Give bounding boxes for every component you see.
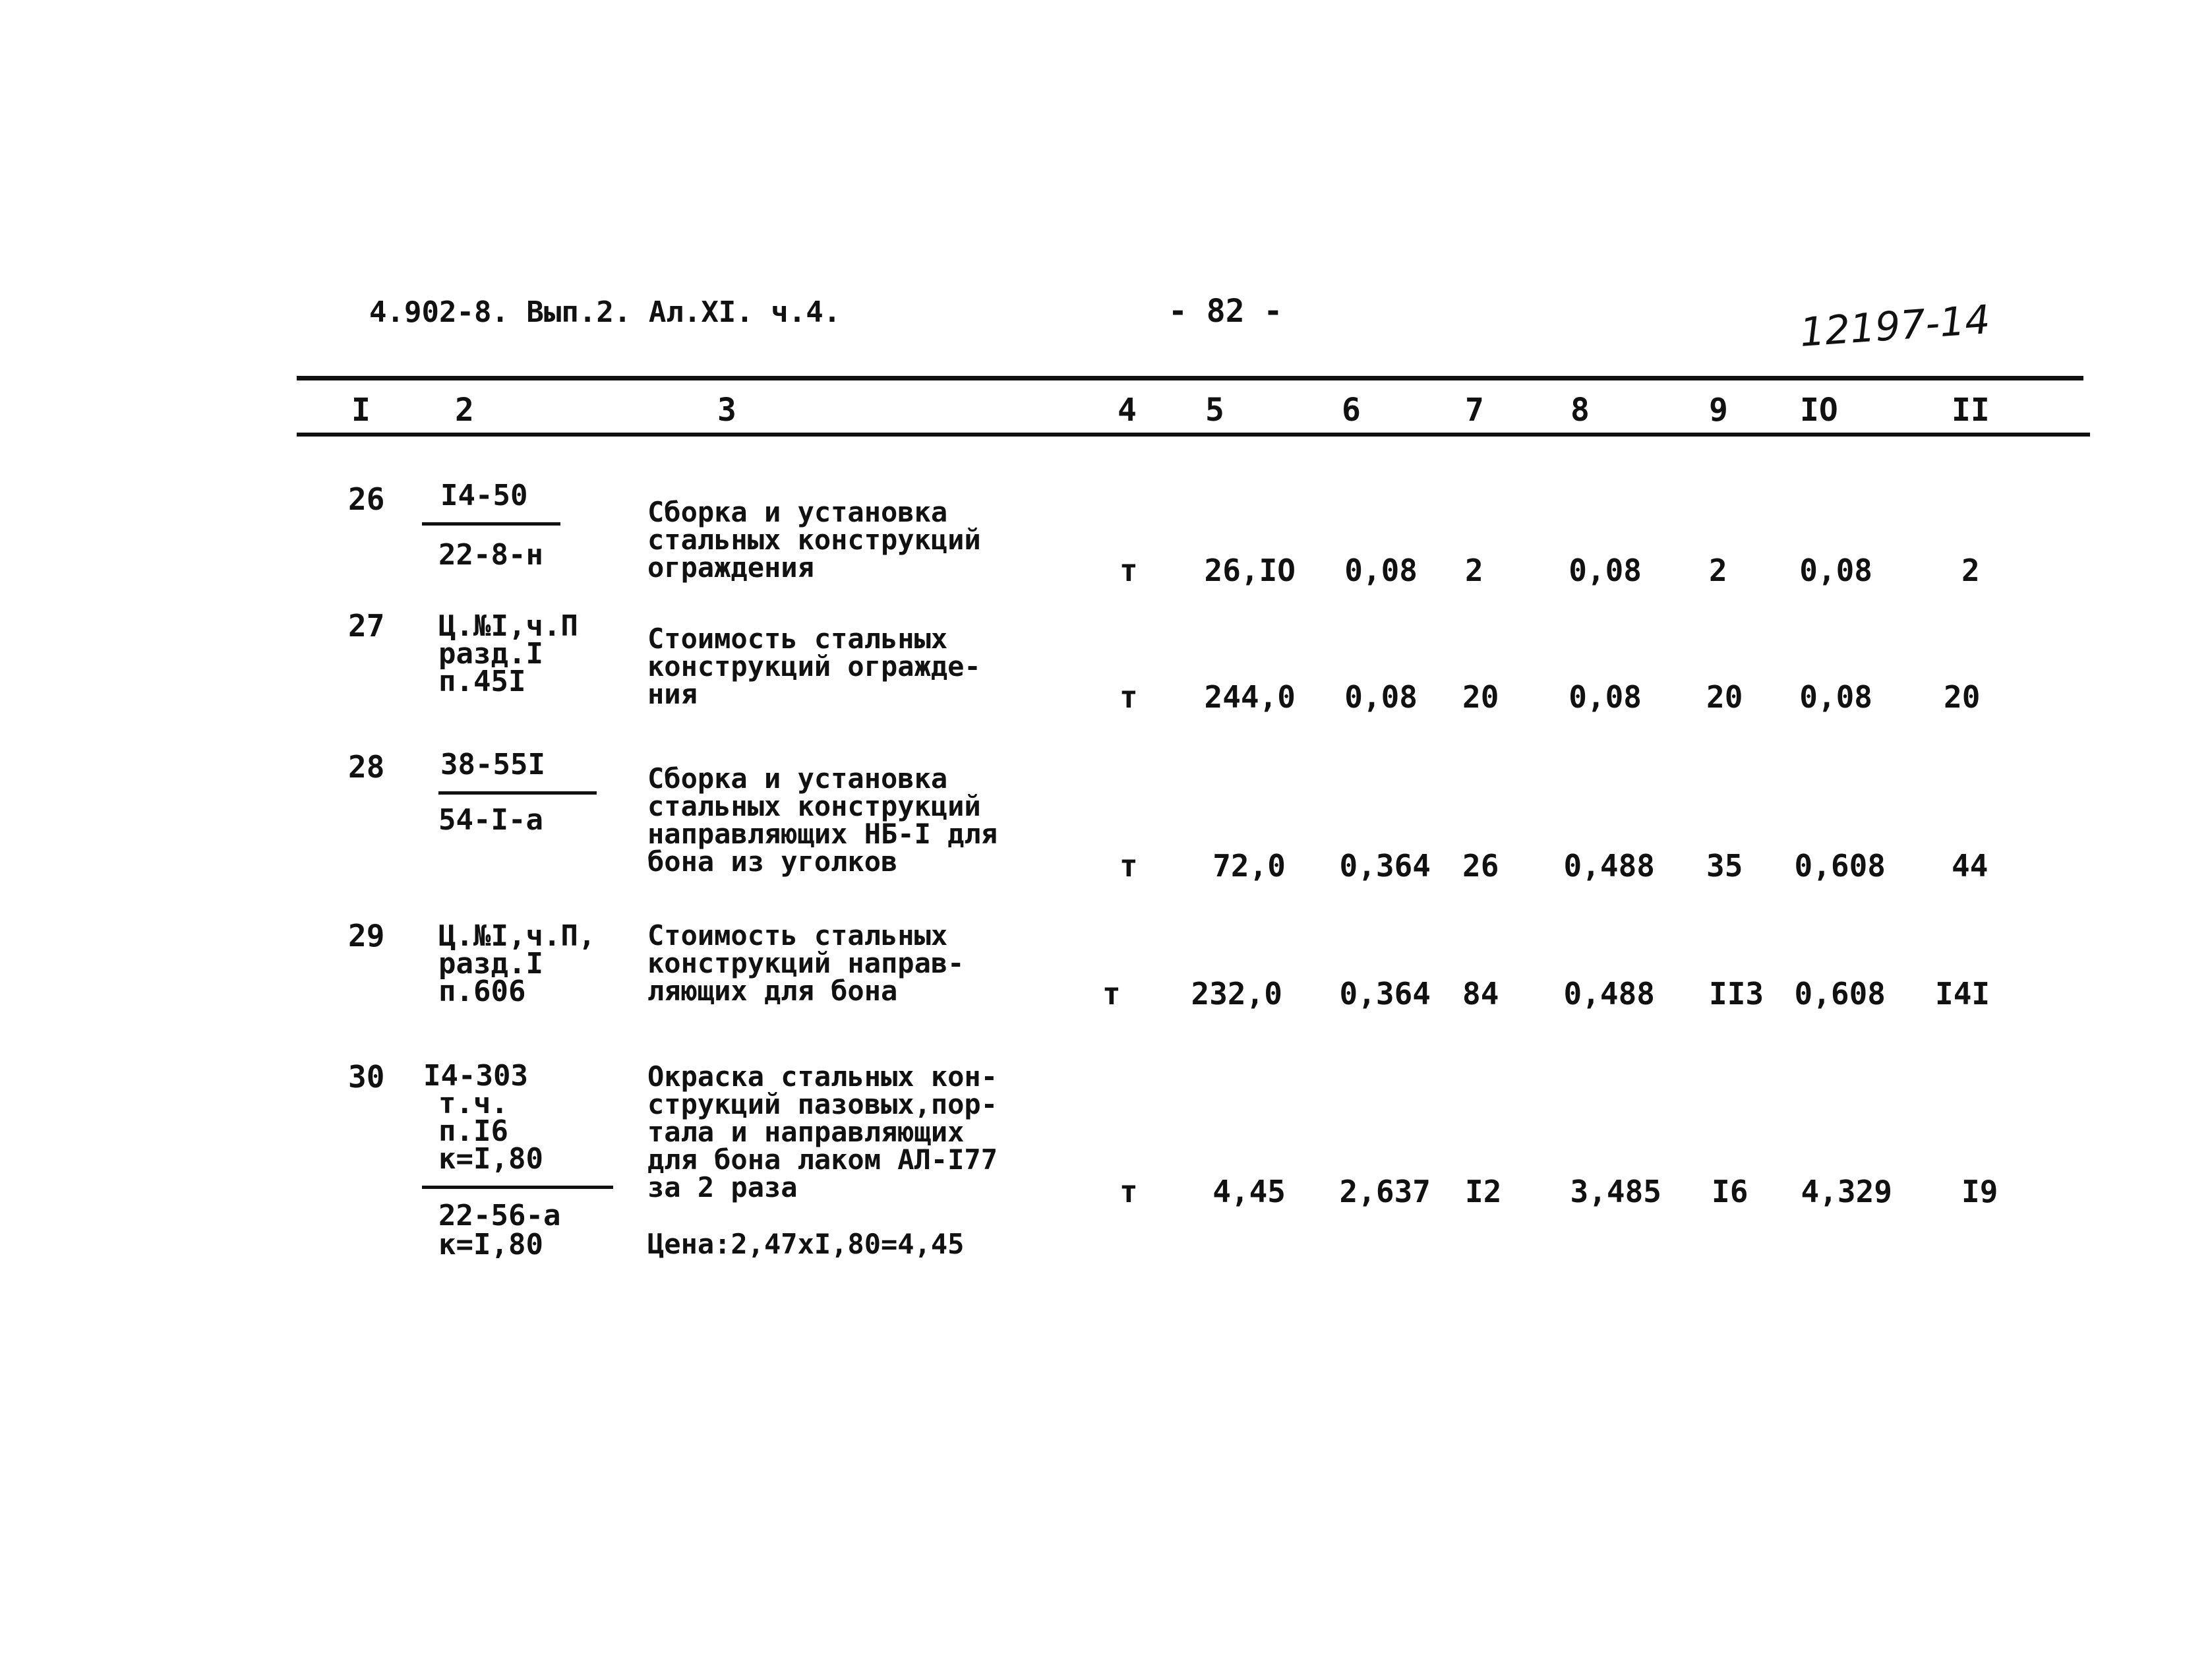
- work-description: Окраска стальных кон-: [647, 1060, 998, 1093]
- norm-reference-alt: 22-8-н: [438, 538, 543, 572]
- value-col7: 26: [1462, 848, 1499, 884]
- value-col9: 20: [1706, 679, 1743, 715]
- value-col10: 0,608: [1794, 848, 1886, 884]
- norm-reference-alt: 54-I-а: [438, 803, 543, 837]
- value-col6: 2,637: [1339, 1174, 1431, 1209]
- work-description: Сборка и установка: [647, 496, 948, 528]
- norm-reference: т.ч.: [438, 1087, 508, 1120]
- work-description: струкций пазовых,пор-: [647, 1088, 998, 1120]
- value-col7: 84: [1462, 976, 1499, 1012]
- column-header: I: [351, 392, 371, 429]
- norm-reference: п.I6: [438, 1114, 508, 1148]
- work-description: Стоимость стальных: [647, 919, 948, 952]
- row-number: 30: [348, 1059, 385, 1095]
- reference-divider: [422, 522, 560, 526]
- document-reference: 4.902-8. Вып.2. Ал.XI. ч.4.: [369, 295, 841, 329]
- unit: т: [1102, 976, 1121, 1012]
- column-header: 5: [1205, 392, 1224, 429]
- value-col8: 0,08: [1569, 553, 1642, 588]
- value-col6: 0,08: [1344, 679, 1418, 715]
- work-description: Стоимость стальных: [647, 622, 948, 655]
- value-col9: I6: [1712, 1174, 1749, 1209]
- norm-reference: п.45I: [438, 665, 526, 698]
- value-col8: 0,08: [1569, 679, 1642, 715]
- header-bottom-rule: [297, 433, 2090, 437]
- base-price: 4,45: [1212, 1174, 1286, 1209]
- header-top-rule: [297, 376, 2083, 380]
- value-col11: I9: [1961, 1174, 1998, 1209]
- row-number: 26: [348, 481, 385, 517]
- reference-divider: [422, 1186, 613, 1189]
- value-col7: 20: [1462, 679, 1499, 715]
- value-col8: 3,485: [1570, 1174, 1661, 1209]
- work-description: ляющих для бона: [647, 975, 898, 1007]
- column-header: 6: [1342, 392, 1361, 429]
- column-header: 3: [717, 392, 736, 429]
- value-col10: 0,08: [1799, 679, 1872, 715]
- column-header: 8: [1570, 392, 1590, 429]
- value-col11: 20: [1944, 679, 1981, 715]
- norm-reference: I4-50: [440, 479, 528, 512]
- unit: т: [1120, 848, 1138, 884]
- price-calculation-note: Цена:2,47xI,80=4,45: [647, 1228, 965, 1260]
- work-description: конструкций огражде-: [647, 650, 981, 682]
- value-col8: 0,488: [1563, 848, 1655, 884]
- value-col6: 0,364: [1339, 848, 1431, 884]
- work-description: для бона лаком АЛ-I77: [647, 1143, 998, 1176]
- norm-reference-alt: 22-56-а: [438, 1199, 561, 1232]
- row-number: 27: [348, 608, 385, 644]
- value-col11: I4I: [1935, 976, 1990, 1012]
- norm-reference: 38-55I: [440, 748, 545, 781]
- value-col6: 0,364: [1339, 976, 1431, 1012]
- column-header: IO: [1800, 392, 1838, 429]
- value-col7: 2: [1465, 553, 1483, 588]
- work-description: бона из уголков: [647, 845, 898, 878]
- column-header: 2: [455, 392, 474, 429]
- row-number: 29: [348, 918, 385, 954]
- work-description: стальных конструкций: [647, 524, 981, 556]
- work-description: направляющих НБ-I для: [647, 818, 998, 850]
- column-header: 4: [1118, 392, 1137, 429]
- unit: т: [1120, 679, 1138, 715]
- value-col11: 44: [1952, 848, 1988, 884]
- work-description: конструкций направ-: [647, 947, 965, 979]
- work-description: стальных конструкций: [647, 790, 981, 822]
- value-col10: 0,08: [1799, 553, 1872, 588]
- unit: т: [1120, 553, 1138, 588]
- value-col10: 4,329: [1801, 1174, 1892, 1209]
- norm-reference: к=I,80: [438, 1142, 543, 1176]
- norm-reference: разд.I: [438, 947, 543, 981]
- norm-reference: I4-303: [423, 1059, 528, 1093]
- work-description: ограждения: [647, 551, 814, 584]
- base-price: 72,0: [1212, 848, 1286, 884]
- value-col9: 35: [1706, 848, 1743, 884]
- column-header: 9: [1709, 392, 1728, 429]
- norm-reference: разд.I: [438, 637, 543, 671]
- value-col8: 0,488: [1563, 976, 1655, 1012]
- row-number: 28: [348, 749, 385, 785]
- norm-reference: п.606: [438, 975, 526, 1008]
- work-description: тала и направляющих: [647, 1116, 965, 1148]
- work-description: Сборка и установка: [647, 762, 948, 795]
- column-header: 7: [1465, 392, 1484, 429]
- page-number: - 82 -: [1168, 293, 1283, 330]
- norm-reference-alt: к=I,80: [438, 1228, 543, 1261]
- unit: т: [1120, 1174, 1138, 1209]
- value-col11: 2: [1961, 553, 1980, 588]
- reference-divider: [438, 791, 597, 795]
- value-col7: I2: [1465, 1174, 1502, 1209]
- value-col6: 0,08: [1344, 553, 1418, 588]
- base-price: 26,IO: [1204, 553, 1296, 588]
- norm-reference: Ц.№I,ч.П,: [438, 919, 596, 953]
- norm-reference: Ц.№I,ч.П: [438, 609, 578, 643]
- column-header: II: [1952, 392, 1990, 429]
- handwritten-stamp: 12197-14: [1798, 296, 1992, 356]
- value-col10: 0,608: [1794, 976, 1886, 1012]
- value-col9: II3: [1709, 976, 1764, 1012]
- base-price: 232,0: [1191, 976, 1282, 1012]
- work-description: за 2 раза: [647, 1171, 798, 1203]
- work-description: ния: [647, 678, 698, 710]
- base-price: 244,0: [1204, 679, 1296, 715]
- value-col9: 2: [1709, 553, 1727, 588]
